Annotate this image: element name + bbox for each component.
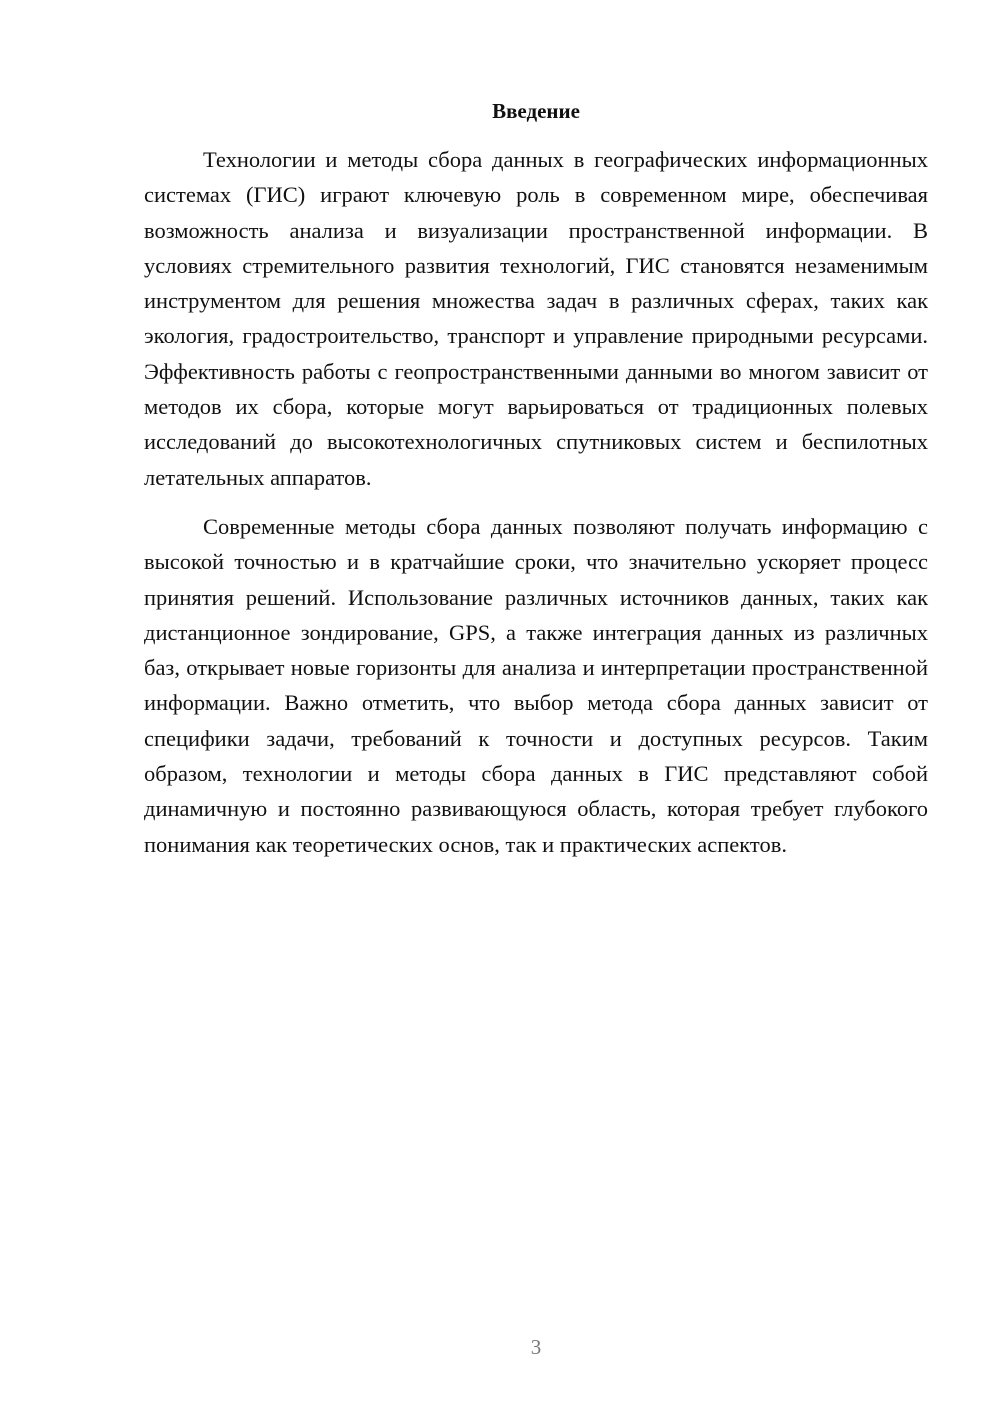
section-heading: Введение	[492, 99, 580, 123]
page-number: 3	[530, 1335, 542, 1359]
body-text	[144, 142, 928, 862]
paragraph-1: Технологии и методы сбора данных в географических информационных системах (ГИС) играют ключевую роль в современном мире, обеспечивая возможность анализа и визуализации пространственной информации. В условиях стремительного развития технологий, ГИС становятся незаменимым инструментом для решения множества задач в различных сферах, таких как экология, градостроительство, транспорт и управление природными ресурсами. Эффективность работы с геопространственными данными во многом зависит от методов их сбора, которые могут варьироваться от традиционных полевых исследований до высокотехнологичных спутниковых систем и беспилотных летательных аппаратов.	[144, 147, 928, 490]
paragraph-2: Современные методы сбора данных позволяют получать информацию с высокой точностью и в кратчайшие сроки, что значительно ускоряет процесс принятия решений. Использование различных источников данных, таких как дистанционное зондирование, GPS, а также интеграция данных из различных баз, открывает новые горизонты для анализа и интерпретации пространственной информации. Важно отметить, что выбор метода сбора данных зависит от специфики задачи, требований к точности и доступных ресурсов. Таким образом, технологии и методы сбора данных в ГИС представляют собой динамичную и постоянно развивающуюся область, которая требует глубокого понимания как теоретических основ, так и практических аспектов.	[144, 513, 928, 857]
